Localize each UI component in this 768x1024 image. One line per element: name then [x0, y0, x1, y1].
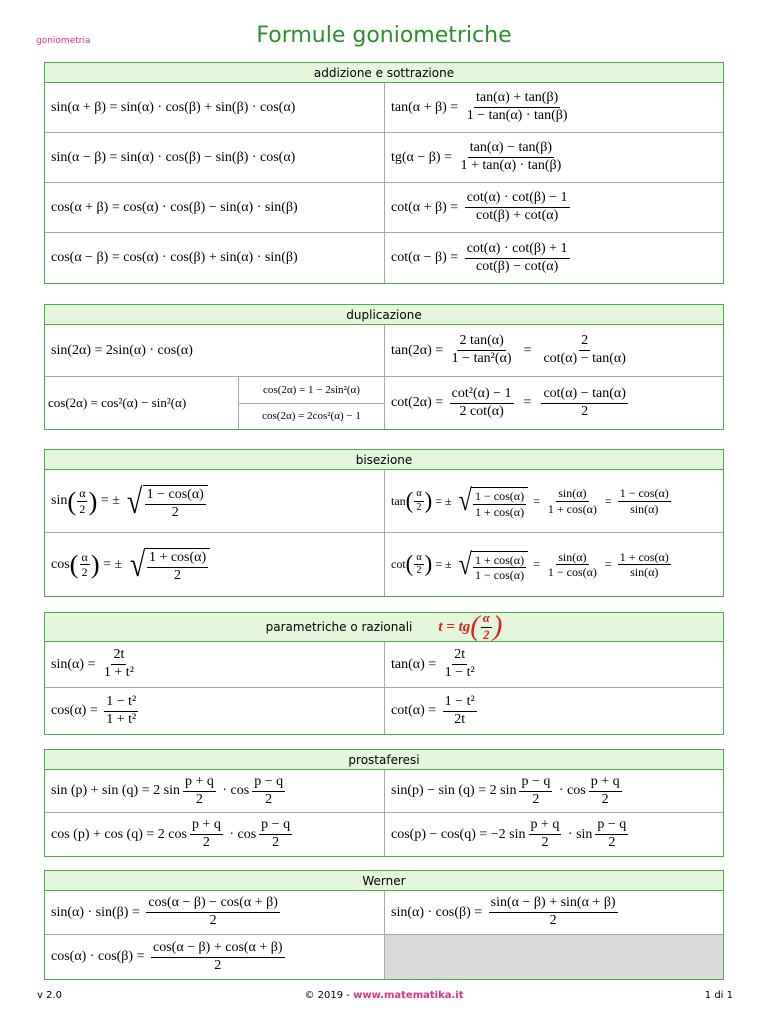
fraction-denominator: 2 [483, 627, 490, 642]
fraction-numerator: 1 + cos(α) [147, 550, 208, 568]
fraction-denominator: 2 [81, 565, 88, 579]
formula-cell [45, 183, 385, 232]
fraction-numerator: α [79, 486, 86, 501]
fraction-numerator: tan(α) − tan(β) [468, 140, 554, 158]
formula-row [45, 770, 723, 813]
right-parenthesis: ) [424, 551, 433, 577]
formula-text: cos [51, 556, 70, 572]
formula-text: cos(α) = [51, 703, 102, 718]
formula-text: = ± [97, 493, 124, 508]
parenthesized-fraction [406, 488, 433, 513]
formula-text: = [530, 493, 543, 508]
fraction-numerator: 1 − t² [443, 694, 477, 712]
fraction-denominator: 1 − tan(α) · tan(β) [466, 108, 568, 123]
formula-text: tg(α − β) = [391, 149, 456, 165]
formula-text: tan(2α) = [391, 342, 447, 358]
fraction-denominator: 2 [601, 791, 609, 807]
formula-cell [45, 325, 385, 376]
section-header-label: parametriche o razionali [265, 620, 413, 634]
formula-text: · sin [564, 826, 593, 842]
formula-text: = [601, 493, 615, 508]
fraction [259, 817, 292, 852]
fraction [252, 774, 285, 809]
formula-cell [45, 642, 385, 687]
formula-cell [385, 642, 723, 687]
radicand [143, 485, 208, 522]
section-werner [44, 870, 724, 980]
formula-cell [45, 770, 385, 812]
topic-label: goniometria [36, 36, 91, 46]
right-parenthesis: ) [90, 549, 100, 580]
fraction-numerator: cot²(α) − 1 [450, 386, 514, 404]
formula-cell [45, 533, 385, 596]
fraction-denominator: 2 [416, 501, 422, 513]
fraction [102, 647, 136, 682]
fraction-numerator: 2 [579, 333, 590, 351]
fraction-denominator: 2 [171, 504, 179, 520]
fraction-denominator: 2 [416, 565, 422, 576]
formula-text: cot(α) = [391, 703, 440, 718]
fraction-numerator: α [481, 611, 492, 627]
fraction-numerator: 1 + cos(α) [619, 549, 669, 564]
formula-text: cos(2α) = cos²(α) − sin²(α) [48, 395, 187, 410]
formula-text: · cos [225, 826, 257, 842]
fraction [146, 895, 280, 930]
fraction [618, 550, 671, 580]
fraction-numerator: cos(α − β) + cos(α + β) [151, 940, 285, 958]
fraction-numerator: tan(α) + tan(β) [474, 90, 560, 108]
fraction-denominator: sin(α) [630, 501, 659, 516]
radicand [145, 548, 210, 585]
formula-text: · cos [218, 783, 250, 798]
fraction-numerator: 1 + cos(α) [475, 552, 525, 567]
section-bisezione [44, 449, 724, 597]
fraction-numerator: p − q [519, 774, 552, 792]
fraction-numerator: 2t [452, 647, 467, 665]
formula-text: sin(α + β) = sin(α) · cos(β) + sin(β) · cos(α) [51, 99, 296, 115]
fraction-numerator: p + q [183, 774, 216, 792]
left-parenthesis: ( [405, 487, 414, 513]
square-root [125, 481, 207, 522]
formula-text: tan(α) = [391, 656, 440, 672]
formula-split-cell [45, 377, 385, 429]
formula-cell [45, 935, 385, 979]
radicand [471, 551, 528, 583]
formula-cell [385, 891, 723, 934]
formula-text: tan(α + β) = [391, 99, 462, 115]
fraction-denominator: 2 [174, 568, 182, 583]
square-root [128, 544, 210, 585]
fraction [618, 486, 671, 516]
formula-row [45, 183, 723, 233]
section-prostaferesi [44, 749, 724, 857]
formula-row [45, 688, 723, 734]
fraction [465, 190, 570, 225]
formula-row [45, 133, 723, 183]
fraction-denominator: 1 + t² [103, 665, 134, 680]
formula-sub-cells [239, 377, 384, 429]
fraction [489, 895, 618, 930]
fraction [183, 774, 216, 809]
formula-cell [45, 83, 385, 132]
fraction [546, 486, 599, 516]
formula-cell [45, 470, 385, 532]
fraction [104, 694, 138, 729]
fraction [77, 486, 87, 516]
parenthesized-fraction [470, 611, 502, 643]
formula-cell [385, 770, 723, 812]
formula-text: sin (p) + sin (q) = 2 sin [51, 783, 180, 798]
empty-cell [385, 935, 723, 979]
fraction-denominator: 1 + cos(α) [547, 501, 597, 516]
fraction [147, 550, 208, 585]
page-title: Formule goniometriche [256, 23, 512, 48]
formula-text: = ± [432, 557, 455, 571]
fraction-numerator: 1 − cos(α) [619, 486, 669, 501]
formula-row [45, 813, 723, 856]
fraction [481, 611, 492, 643]
fraction [458, 140, 563, 175]
fraction-denominator: 1 − t² [444, 665, 475, 680]
fraction-numerator: 2 tan(α) [457, 333, 505, 351]
formula-text: · cos [555, 783, 586, 798]
section-header: Werner [45, 871, 723, 891]
fraction-denominator: 1 − cos(α) [475, 568, 525, 582]
radicand [471, 487, 528, 519]
left-parenthesis: ( [405, 551, 414, 577]
formula-text: = ± [99, 556, 126, 572]
left-parenthesis: ( [470, 610, 480, 642]
fraction [80, 550, 90, 580]
fraction-denominator: sin(α) [630, 565, 659, 579]
fraction [443, 647, 477, 682]
formula-sub-cell: cos(2α) = 2cos²(α) − 1 [239, 403, 384, 430]
fraction-numerator: sin(α) [558, 549, 587, 564]
formula-row [45, 325, 723, 377]
right-parenthesis: ) [88, 485, 98, 516]
formula-cell [385, 533, 723, 596]
formula-text: cot(α − β) = [391, 250, 462, 265]
section-header [45, 610, 723, 642]
fraction [519, 774, 552, 809]
section-header-formula [438, 611, 502, 643]
fraction-numerator: α [414, 552, 423, 565]
fraction-denominator: 1 − cos(α) [547, 565, 597, 579]
right-parenthesis: ) [492, 610, 503, 642]
footer-page-number: 1 di 1 [704, 990, 733, 1001]
fraction-numerator: 1 − cos(α) [475, 489, 525, 504]
formula-row [45, 83, 723, 133]
fraction-denominator: 2 [549, 913, 557, 928]
fraction-denominator: 2 [214, 957, 222, 973]
fraction-numerator: cot(α) − tan(α) [541, 386, 627, 404]
section-duplicazione [44, 304, 724, 430]
fraction [414, 552, 423, 577]
fraction [473, 553, 526, 583]
radical-sign: √ [129, 545, 146, 584]
fraction-denominator: 2 [532, 791, 540, 807]
formula-text: cos (p) + cos (q) = 2 cos [51, 826, 187, 842]
square-root [457, 483, 529, 519]
fraction-denominator: 1 + t² [106, 711, 137, 727]
fraction-numerator: p + q [589, 774, 622, 792]
fraction [595, 817, 628, 852]
fraction-denominator: 2 [202, 835, 210, 850]
formula-text: cot [391, 557, 406, 571]
fraction [443, 694, 477, 729]
left-parenthesis: ( [69, 549, 79, 580]
formula-text: = [530, 557, 543, 571]
fraction-numerator: cos(α − β) − cos(α + β) [146, 895, 280, 913]
formula-text: tan [391, 493, 406, 508]
formula-text: sin(p) − sin (q) = 2 sin [391, 783, 517, 798]
right-parenthesis: ) [424, 487, 433, 513]
formula-cell [385, 813, 723, 856]
formula-row [45, 935, 723, 979]
formula-text: sin(2α) = 2sin(α) · cos(α) [51, 342, 193, 358]
fraction-denominator: 2 [209, 913, 217, 928]
formula-row [45, 233, 723, 283]
section-parametriche [44, 612, 724, 735]
fraction-denominator: 2 [541, 835, 549, 850]
section-header: addizione e sottrazione [45, 63, 723, 83]
footer-credit [0, 990, 768, 1001]
formula-cell [385, 688, 723, 734]
formula-text: cos(α) · cos(β) = [51, 949, 148, 964]
fraction-numerator: 2t [111, 647, 126, 665]
fraction [450, 333, 514, 368]
formula-text: = [601, 557, 615, 571]
fraction [529, 817, 562, 852]
fraction-numerator: 1 − cos(α) [145, 487, 206, 505]
fraction-numerator: sin(α) [558, 486, 587, 501]
formula-text: cot(α + β) = [391, 199, 462, 215]
formula-row [45, 642, 723, 688]
fraction-denominator: 1 − tan²(α) [451, 351, 512, 366]
fraction [151, 940, 285, 975]
formula-text: = [516, 395, 539, 410]
formula-cell [385, 325, 723, 376]
formula-text: cos(α − β) = cos(α) · cos(β) + sin(α) · sin(β) [51, 250, 298, 265]
fraction [546, 550, 599, 580]
formula-text: t = tg [438, 619, 471, 635]
formula-cell [45, 813, 385, 856]
formula-row [45, 377, 723, 429]
fraction-denominator: cot(β) − cot(α) [476, 258, 559, 274]
radical-sign: √ [127, 481, 143, 521]
fraction-denominator: cot(α) − tan(α) [543, 351, 626, 366]
formula-row [45, 470, 723, 533]
fraction [450, 386, 514, 421]
parenthesized-fraction [67, 486, 97, 516]
fraction-denominator: 1 + tan(α) · tan(β) [460, 158, 562, 173]
formula-text: sin [51, 493, 68, 508]
formula-text: = [516, 342, 539, 358]
left-parenthesis: ( [67, 485, 77, 516]
formula-cell [385, 183, 723, 232]
fraction [190, 817, 223, 852]
fraction-numerator: p + q [529, 817, 562, 835]
fraction-numerator: α [81, 549, 88, 564]
fraction [465, 90, 570, 125]
formula-text: = ± [432, 493, 455, 508]
fraction-denominator: 2 [79, 501, 86, 516]
fraction-numerator: p − q [595, 817, 628, 835]
section-header: bisezione [45, 450, 723, 470]
fraction-denominator: 2 [195, 791, 203, 807]
fraction [145, 487, 206, 522]
fraction-numerator: cot(α) · cot(β) − 1 [465, 190, 570, 208]
formula-cell [385, 377, 723, 429]
section-addizione [44, 62, 724, 284]
formula-text: sin(α) = [51, 656, 99, 672]
formula-cell [385, 233, 723, 283]
fraction [541, 333, 627, 368]
fraction [473, 489, 526, 519]
parenthesized-fraction [70, 550, 100, 580]
fraction-numerator: p − q [259, 817, 292, 835]
formula-row [45, 891, 723, 935]
fraction [465, 241, 570, 276]
fraction-denominator: 1 + cos(α) [475, 504, 525, 519]
fraction [589, 774, 622, 809]
formula-text: sin(α) · sin(β) = [51, 904, 144, 920]
fraction-denominator: 2 [272, 835, 280, 850]
formula-cell [45, 377, 239, 429]
fraction-denominator: 2 [265, 791, 273, 807]
formula-cell [385, 133, 723, 182]
formula-text: cos(p) − cos(q) = −2 sin [391, 826, 526, 842]
footer-site-link[interactable]: www.matematika.it [353, 990, 464, 1001]
formula-cell [385, 470, 723, 532]
section-header: duplicazione [45, 305, 723, 325]
parenthesized-fraction [406, 552, 433, 577]
fraction-numerator: p − q [252, 774, 285, 792]
formula-cell [45, 688, 385, 734]
formula-cell [45, 233, 385, 283]
formula-text: cot(2α) = [391, 395, 447, 410]
fraction-denominator: 2 [581, 403, 589, 419]
formula-text: sin(α − β) = sin(α) · cos(β) − sin(β) · cos(α) [51, 149, 296, 165]
radical-sign: √ [458, 547, 472, 581]
footer-version: v 2.0 [37, 990, 62, 1001]
radical-sign: √ [458, 484, 472, 517]
square-root [457, 547, 529, 583]
formula-cell [45, 133, 385, 182]
fraction-numerator: p + q [190, 817, 223, 835]
fraction-denominator: cot(β) + cot(α) [476, 208, 559, 223]
footer-copyright: © 2019 - [304, 990, 354, 1001]
fraction-denominator: 2 [608, 835, 616, 850]
fraction [414, 488, 423, 513]
section-header: prostaferesi [45, 750, 723, 770]
fraction-denominator: 2 cot(α) [459, 403, 504, 419]
fraction-numerator: sin(α − β) + sin(α + β) [489, 895, 618, 913]
fraction-numerator: 1 − t² [104, 694, 138, 712]
formula-text: cos(α + β) = cos(α) · cos(β) − sin(α) · sin(β) [51, 199, 298, 215]
formula-cell [45, 891, 385, 934]
formula-text: sin(α) · cos(β) = [391, 904, 486, 920]
fraction-denominator: 2t [454, 711, 466, 727]
formula-cell [385, 83, 723, 132]
formula-row [45, 533, 723, 596]
fraction-numerator: α [414, 488, 423, 501]
fraction [541, 386, 627, 421]
fraction-numerator: cot(α) · cot(β) + 1 [465, 241, 570, 259]
formula-sub-cell: cos(2α) = 1 − 2sin²(α) [263, 383, 360, 396]
